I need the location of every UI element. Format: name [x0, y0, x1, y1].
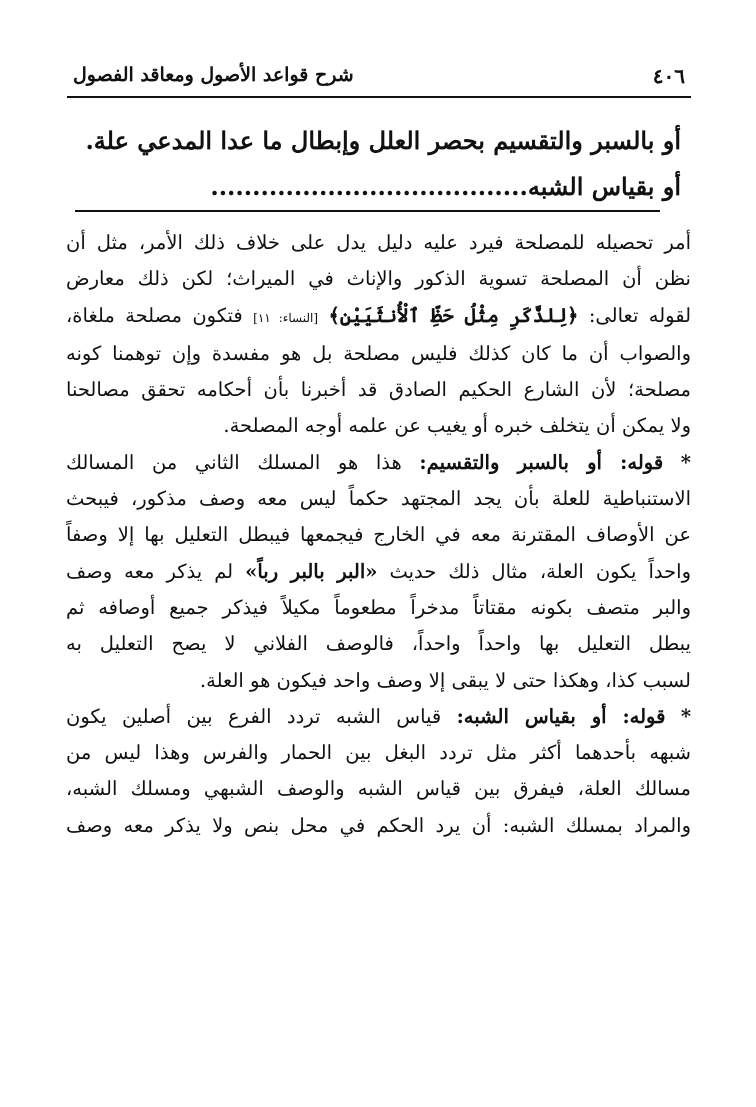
- matn-line: أو بالسبر والتقسيم بحصر العلل وإبطال ما عدا المدعي علة.: [85, 126, 681, 155]
- commentary-body: [66, 225, 691, 844]
- text-span: لم يذكر معه وصف: [66, 559, 234, 583]
- text-line: أمر تحصيله للمصلحة فيرد عليه دليل يدل على خلاف ذلك الأمر، مثل أن: [66, 231, 691, 254]
- text-line: والبر متصف بكونه مقتاتاً مدخراً مطعوماً مكيلاً فيذكر جميع أوصافه ثم: [66, 595, 691, 619]
- text-line: الاستنباطية للعلة بأن يجد المجتهد حكماً ليس معه وصف مذكور، فيبحث: [66, 487, 691, 511]
- page-number: ٤٠٦: [652, 64, 685, 88]
- text-line: ولا يمكن أن يتخلف خبره أو يغيب عن علمه أوجه المصلحة.: [223, 414, 691, 438]
- text-span: قياس الشبه تردد الفرع بين أصلين يكون: [66, 704, 442, 728]
- hadith-quote: «البر بالبر رباً»: [245, 559, 378, 583]
- matn-line: [71, 164, 681, 210]
- page-header: [67, 62, 691, 98]
- text-line: شبهه بأحدهما أكثر مثل تردد البغل بين الحمار والفرس وهذا ليس من: [66, 741, 691, 765]
- text-line: نظن أن المصلحة تسوية الذكور والإناث في الميراث؛ لكن ذلك معارض: [66, 267, 691, 291]
- text-line: مسالك العلة، فيفرق بين قياس الشبه والوصف الشبهي ومسلك الشبه،: [66, 777, 691, 801]
- text-line: [66, 554, 691, 590]
- text-span: هذا هو المسلك الثاني من المسالك: [66, 450, 402, 474]
- text-line: عن الأوصاف المقترنة معه في الخارج فيجمعها فيبطل التعليل بها إلا وصفاً: [66, 523, 691, 547]
- quran-verse: ﴿لِلذَّكَرِ مِثْلُ حَظِّ ٱلْأُنثَيَيْنِ﴾: [328, 303, 579, 327]
- verse-citation: [النساء: ١١]: [253, 310, 319, 325]
- matn-quote: قوله: أو بقياس الشبه:: [456, 704, 666, 728]
- matn-quote: قوله: أو بالسبر والتقسيم:: [419, 450, 664, 474]
- text-span: فتكون مصلحة ملغاة،: [66, 303, 243, 327]
- text-span: لقوله تعالى:: [588, 303, 691, 327]
- text-line: والمراد بمسلك الشبه: أن يرد الحكم في محل بنص ولا يذكر معه وصف: [66, 813, 691, 837]
- text-span: واحداً يكون العلة، مثال ذلك حديث: [389, 559, 691, 583]
- book-title: شرح قواعد الأصول ومعاقد الفصول: [73, 64, 354, 86]
- paragraph-star: *: [680, 450, 691, 474]
- separator-rule: [75, 210, 660, 212]
- text-line: [66, 445, 691, 481]
- matn-line-text: أو بقياس الشبه: [527, 172, 681, 201]
- text-line: [66, 699, 691, 735]
- paragraph-star: *: [680, 704, 691, 728]
- text-line: [66, 298, 691, 336]
- matn-text: [71, 118, 681, 210]
- text-line: مصلحة؛ لأن الشارع الحكيم الصادق قد أخبرنا بأن أحكامه تحقق مصالحنا: [66, 378, 691, 402]
- text-line: لسبب كذا، وهكذا حتى لا يبقى إلا وصف واحد فيكون هو العلة.: [199, 668, 691, 692]
- text-line: والصواب أن ما كان كذلك فليس مصلحة بل هو مفسدة وإن توهمنا كونه: [66, 341, 691, 365]
- text-line: يبطل التعليل بها واحداً واحداً، فالوصف الفلاني لا يصح التعليل به: [66, 632, 691, 656]
- matn-dots: ......................................: [210, 172, 528, 201]
